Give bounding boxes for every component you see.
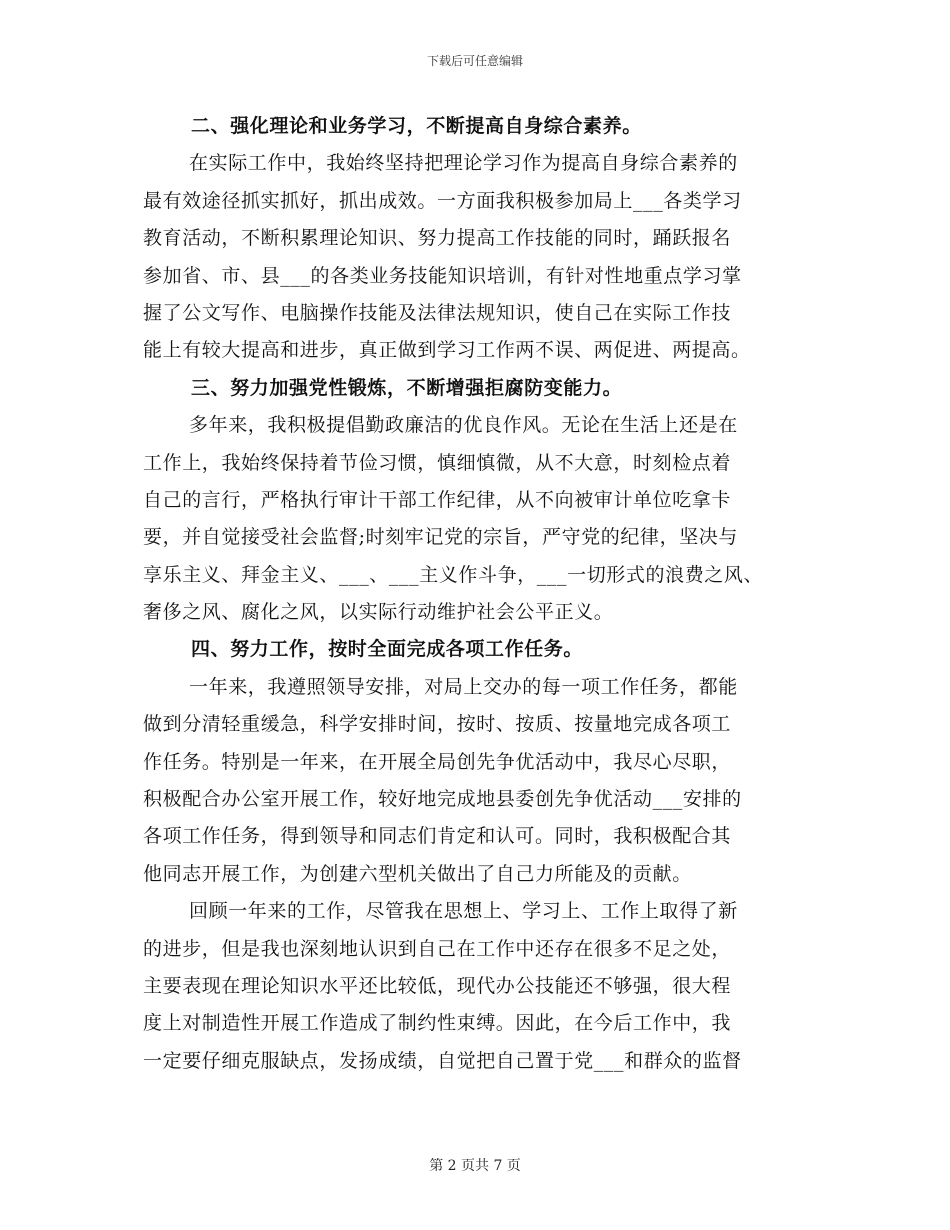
paragraph-line: 主要表现在理论知识水平还比较低，现代办公技能还不够强，很大程 (143, 974, 732, 997)
paragraph-line: 在实际工作中，我始终坚持把理论学习作为提高自身综合素养的 (189, 152, 738, 175)
page-number: 第 2 页共 7 页 (429, 1158, 521, 1174)
paragraph-line: 多年来，我积极提倡勤政廉洁的优良作风。无论在生活上还是在 (189, 414, 738, 437)
paragraph-line: 度上对制造性开展工作造成了制约性束缚。因此，在今后工作中，我 (143, 1012, 732, 1035)
paragraph-line: 享乐主义、拜金主义、___、___主义作斗争，___一切形式的浪费之风、 (143, 563, 764, 586)
paragraph-line: 工作上，我始终保持着节俭习惯，慎细慎微，从不大意，时刻检点着 (143, 451, 732, 474)
document-body (143, 108, 823, 1080)
paragraph-line: 握了公文写作、电脑操作技能及法律法规知识，使自己在实际工作技 (143, 301, 732, 324)
paragraph-line: 要，并自觉接受社会监督;时刻牢记党的宗旨，严守党的纪律，坚决与 (143, 526, 739, 549)
paragraph-line: 一定要仔细克服缺点，发扬成绩，自觉把自己置于党___和群众的监督 (143, 1049, 742, 1072)
paragraph-line: 参加省、市、县___的各类业务技能知识培训，有针对性地重点学习掌 (143, 264, 742, 287)
paragraph-line: 各项工作任务，得到领导和同志们肯定和认可。同时，我积极配合其 (143, 825, 732, 848)
paragraph-line: 奢侈之风、腐化之风，以实际行动维护社会公平正义。 (143, 601, 614, 624)
paragraph-line: 积极配合办公室开展工作，较好地完成地县委创先争优活动___安排的 (143, 788, 742, 811)
paragraph-line: 自己的言行，严格执行审计干部工作纪律，从不向被审计单位吃拿卡 (143, 488, 732, 511)
paragraph-line: 能上有较大提高和进步，真正做到学习工作两不误、两促进、两提高。 (143, 339, 751, 362)
paragraph-line: 一年来，我遵照领导安排，对局上交办的每一项工作任务，都能 (189, 675, 738, 698)
paragraph-line: 他同志开展工作，为创建六型机关做出了自己力所能及的贡献。 (143, 862, 692, 885)
header-note: 下载后可任意编辑 (426, 54, 523, 68)
paragraph-line: 回顾一年来的工作，尽管我在思想上、学习上、工作上取得了新 (189, 900, 738, 923)
paragraph-line: 做到分清轻重缓急，科学安排时间，按时、按质、按量地完成各项工 (143, 713, 732, 736)
section-heading-3: 三、努力加强党性锻炼，不断增强拒腐防变能力。 (191, 376, 623, 399)
paragraph-line: 的进步，但是我也深刻地认识到自己在工作中还存在很多不足之处， (143, 937, 732, 960)
section-heading-2: 二、强化理论和业务学习，不断提高自身综合素养。 (191, 115, 642, 137)
paragraph-line: 最有效途径抓实抓好，抓出成效。一方面我积极参加局上___各类学习 (143, 189, 742, 212)
paragraph-line: 作任务。特别是一年来，在开展全局创先争优活动中，我尽心尽职， (143, 750, 732, 773)
section-heading-4: 四、努力工作，按时全面完成各项工作任务。 (191, 638, 584, 661)
paragraph-line: 教育活动，不断积累理论知识、努力提高工作技能的同时，踊跃报名 (143, 227, 732, 250)
